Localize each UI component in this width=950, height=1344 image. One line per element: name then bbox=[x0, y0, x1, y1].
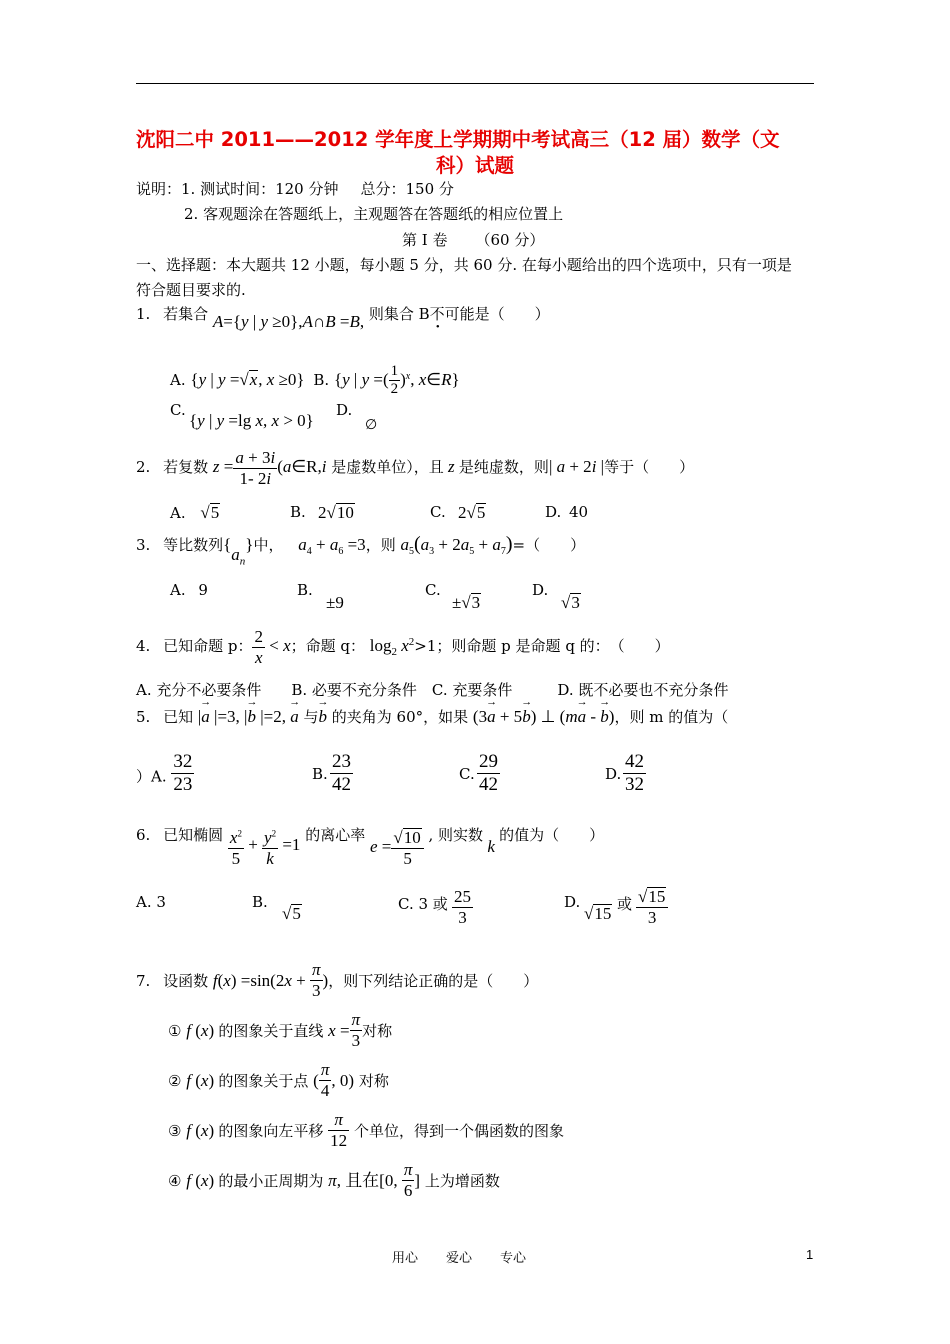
q7-statement-4: ④ f (x) 的最小正周期为 π, 且在[0, $\frac{\pi}{6}$ ] 上为增函数 bbox=[168, 1160, 500, 1200]
q3-option-c-label: C. bbox=[425, 581, 441, 599]
q6-number: 6. bbox=[136, 826, 151, 845]
q1-tail2: 是（ ） bbox=[474, 305, 550, 323]
q7-s1-tail: 对称 bbox=[362, 1022, 393, 1041]
q7-tail: ，则下列结论正确的是（ ） bbox=[328, 972, 539, 991]
q3-number: 3. bbox=[136, 536, 151, 554]
q5-mid2: 的夹角为 60°，如果 bbox=[331, 708, 469, 726]
page-number: 1 bbox=[806, 1247, 814, 1262]
q5-close-paren: ） bbox=[136, 767, 152, 786]
q3-option-a-label: A. bbox=[170, 581, 186, 599]
q3-option-a-value: 9 bbox=[198, 581, 208, 599]
q2-options: A. √5 B. 2√10 C. 2√5 D. 40 bbox=[170, 503, 589, 522]
q7-s2-marker: ② bbox=[168, 1072, 182, 1091]
q7-statement-3: ③ f (x) 的图象向左平移 $\frac{\pi}{12}$ 个单位，得到一个偶函数的图象 bbox=[168, 1110, 564, 1150]
notes-item2: 2. 客观题涂在答题纸上，主观题答在答题纸的相应位置上 bbox=[184, 205, 564, 223]
q6-option-c-label: C. 3 或 bbox=[398, 895, 448, 913]
q4-mid2: >1；则命题 p 是命题 q 的： （ ） bbox=[414, 637, 670, 656]
q1-stem: 1. 若集合 A={y | y ≥0},A∩B =B, 则集合 B不可能是（ ） bbox=[136, 305, 550, 331]
q3-mid2: ，则 bbox=[365, 536, 396, 554]
q2-option-d-value: 40 bbox=[569, 503, 589, 521]
q4-stem: 4. 已知命题 p： $\frac{2}{x}$ < x；命题 q： $\log_2 x^2>1$；则命题 p 是命题 q 的： （ ） bbox=[136, 627, 670, 667]
q2-stem: 2. 若复数 z = $\frac{a + 3i}{1- 2i}$ (a∈R,i 是虚数单位），且 z 是纯虚数，则| a + 2i |等于（ ） bbox=[136, 448, 695, 488]
footer-word-3: 专心 bbox=[500, 1251, 527, 1266]
q7-statement-1: ① f (x) 的图象关于直线 x = $\frac{\pi}{3}$ 对称 bbox=[168, 1010, 393, 1050]
q5-option-c-label: C. bbox=[459, 765, 475, 783]
q1-option-d-label: D. bbox=[336, 401, 353, 419]
section-header bbox=[402, 229, 544, 250]
q2-mid: 是虚数单位），且 bbox=[331, 458, 444, 477]
q2-option-b-value: 10 bbox=[336, 503, 354, 522]
q4-options: A. 充分不必要条件 B. 必要不充分条件 C. 充要条件 D. 既不必要也不充分条件 bbox=[136, 681, 729, 699]
q6-option-d-label: D. bbox=[564, 893, 581, 911]
q5-option-b-label: B. bbox=[312, 765, 328, 783]
q1-number: 1. bbox=[136, 305, 151, 323]
q7-lead: 设函数 bbox=[163, 972, 209, 991]
section-title: 第 I 卷 bbox=[402, 231, 448, 249]
q1-option-c-label: C. bbox=[170, 401, 186, 419]
q6-stem: 6. 已知椭圆 $\frac{x^2}{5}$ + $\frac{y^2}{k}$ =1 的离心率 e = $\frac{√10}{5}$ , 则实数 k 的值为（ ） bbox=[136, 826, 605, 868]
page-footer bbox=[392, 1247, 554, 1266]
q6-mid: 的离心率 bbox=[305, 826, 366, 845]
q2-option-b-label: B. bbox=[290, 503, 306, 521]
q7-statement-2: ② f (x) 的图象关于点 ( $\frac{\pi}{4}$ , 0) 对称 bbox=[168, 1060, 389, 1100]
section-intro-2: 符合题目要求的. bbox=[136, 281, 246, 299]
q4-number: 4. bbox=[136, 637, 151, 656]
q1-emphasis: 不可能 bbox=[429, 305, 475, 323]
footer-word-1: 用心 bbox=[392, 1251, 419, 1266]
q7-number: 7. bbox=[136, 972, 151, 991]
q6-option-b-label: B. bbox=[252, 893, 268, 911]
header-rule bbox=[136, 83, 814, 84]
q2-option-a-label: A. bbox=[170, 504, 186, 522]
q7-s2-tail: 对称 bbox=[358, 1072, 389, 1091]
q3-option-b-value: ±9 bbox=[326, 593, 344, 612]
q7-s4-marker: ④ bbox=[168, 1172, 182, 1191]
q2-lead: 若复数 bbox=[163, 458, 209, 477]
section-intro-1: 一、选择题：本大题共 12 小题，每小题 5 分，共 60 分. 在每小题给出的四个选项中，只有一项是 bbox=[136, 256, 792, 274]
notes-label: 说明： bbox=[136, 180, 182, 198]
page-title-line2: 科）试题 bbox=[435, 154, 514, 177]
q7-s1-text: 的图象关于直线 bbox=[218, 1022, 324, 1041]
q7-s3-marker: ③ bbox=[168, 1122, 182, 1141]
q5-option-d-label: D. bbox=[605, 765, 622, 783]
notes-item1: 1. 测试时间：120 分钟 bbox=[181, 180, 339, 198]
footer-word-2: 爱心 bbox=[446, 1251, 473, 1266]
q3-option-d-label: D. bbox=[532, 581, 549, 599]
q1-option-d-value: ∅ bbox=[365, 417, 378, 433]
q2-option-c-value: 5 bbox=[476, 503, 486, 522]
q2-option-a-value: 5 bbox=[210, 503, 220, 522]
q5-tail: ，则 m 的值为（ bbox=[614, 708, 729, 726]
q5-mid: 与 bbox=[303, 708, 319, 726]
q6-option-d-or: 或 bbox=[617, 895, 633, 913]
q4-lead: 已知命题 p： bbox=[163, 637, 253, 656]
q6-tail: 的值为（ ） bbox=[499, 826, 605, 845]
q2-option-d-label: D. bbox=[545, 503, 562, 521]
q7-s4-tail: 上为增函数 bbox=[424, 1172, 500, 1191]
q5-number: 5. bbox=[136, 708, 151, 726]
q1-options-ab: A. {y | y =√x, x ≥0} B. {y | y =( $\frac{1}{2}$ )$^x$, x∈R} bbox=[170, 363, 460, 398]
notes-line1 bbox=[136, 178, 454, 199]
q2-option-c-label: C. bbox=[430, 503, 446, 521]
q3-mid: 中， bbox=[253, 536, 284, 554]
q3-option-d-value: 3 bbox=[571, 593, 580, 612]
q5-stem: 5. 已知 |→ a |=3, |→ b |=2, → a 与→ b 的夹角为 60°，如果 (3→ a + 5→ b) ⊥ (m→ a - → b)，则 m 的值为（ bbox=[136, 706, 728, 727]
q6-mid2: , 则实数 bbox=[428, 826, 484, 845]
q6-options: A. 3 B. √5 C. 3 或 $\frac{25}{3}$ D. √15 或 $\frac{√15}{3}$ bbox=[136, 893, 166, 911]
q2-tail: 等于（ ） bbox=[604, 458, 695, 477]
q7-s1-marker: ① bbox=[168, 1022, 182, 1041]
q3-tail: =（ ） bbox=[512, 536, 586, 554]
q6-option-a-label: A. 3 bbox=[136, 893, 166, 911]
page-title: 沈阳二中 2011——2012 学年度上学期期中考试高三（12 届）数学（文 bbox=[136, 128, 780, 151]
q2-mid2: 是纯虚数，则 bbox=[458, 458, 549, 477]
q3-lead: 等比数列 bbox=[163, 536, 224, 554]
q1-option-b-label: B. bbox=[313, 370, 330, 389]
notes-total: 总分：150 分 bbox=[360, 180, 454, 198]
q7-s3-tail: 个单位，得到一个偶函数的图象 bbox=[353, 1122, 564, 1141]
q7-s3-text: 的图象向左平移 bbox=[218, 1122, 324, 1141]
q1-options-cd: C. {y | y =lg x, x > 0} D. ∅ bbox=[170, 401, 378, 433]
q3-option-b-label: B. bbox=[297, 581, 313, 599]
q7-stem: 7. 设函数 f(x) =sin(2x + $\frac{\pi}{3}$ )，则下列结论正确的是（ ） bbox=[136, 960, 539, 1000]
q1-tail: 则集合 B bbox=[368, 305, 430, 323]
q7-s4-text: 的最小正周期为 bbox=[218, 1172, 324, 1191]
q3-option-c-value: 3 bbox=[471, 593, 481, 612]
q5-options: ）A. $\frac{32}{23}$ B. $\frac{23}{42}$ C. $\frac{29}{42}$ D. $\frac{42}{32}$ bbox=[136, 751, 644, 795]
q6-lead: 已知椭圆 bbox=[163, 826, 224, 845]
q5-lead: 已知 bbox=[163, 708, 194, 726]
q1-lead: 若集合 bbox=[163, 305, 209, 323]
q7-s2-text: 的图象关于点 bbox=[218, 1072, 309, 1091]
section-score: （60 分） bbox=[475, 231, 545, 249]
q3-options: A. 9 B. ±9 C. ±√3 D. √3 bbox=[170, 581, 580, 612]
q5-option-a-label: A. bbox=[151, 767, 167, 786]
q4-mid: ；命题 q： bbox=[290, 637, 365, 656]
q3-stem: 3. 等比数列$\{a_n\}$中， $a_4 + a_6 =3$，则 $a_5(a_3 + 2a_5 + a_7)=$（ ） bbox=[136, 533, 586, 568]
q2-number: 2. bbox=[136, 458, 151, 477]
q1-option-a-label: A. bbox=[170, 370, 186, 389]
